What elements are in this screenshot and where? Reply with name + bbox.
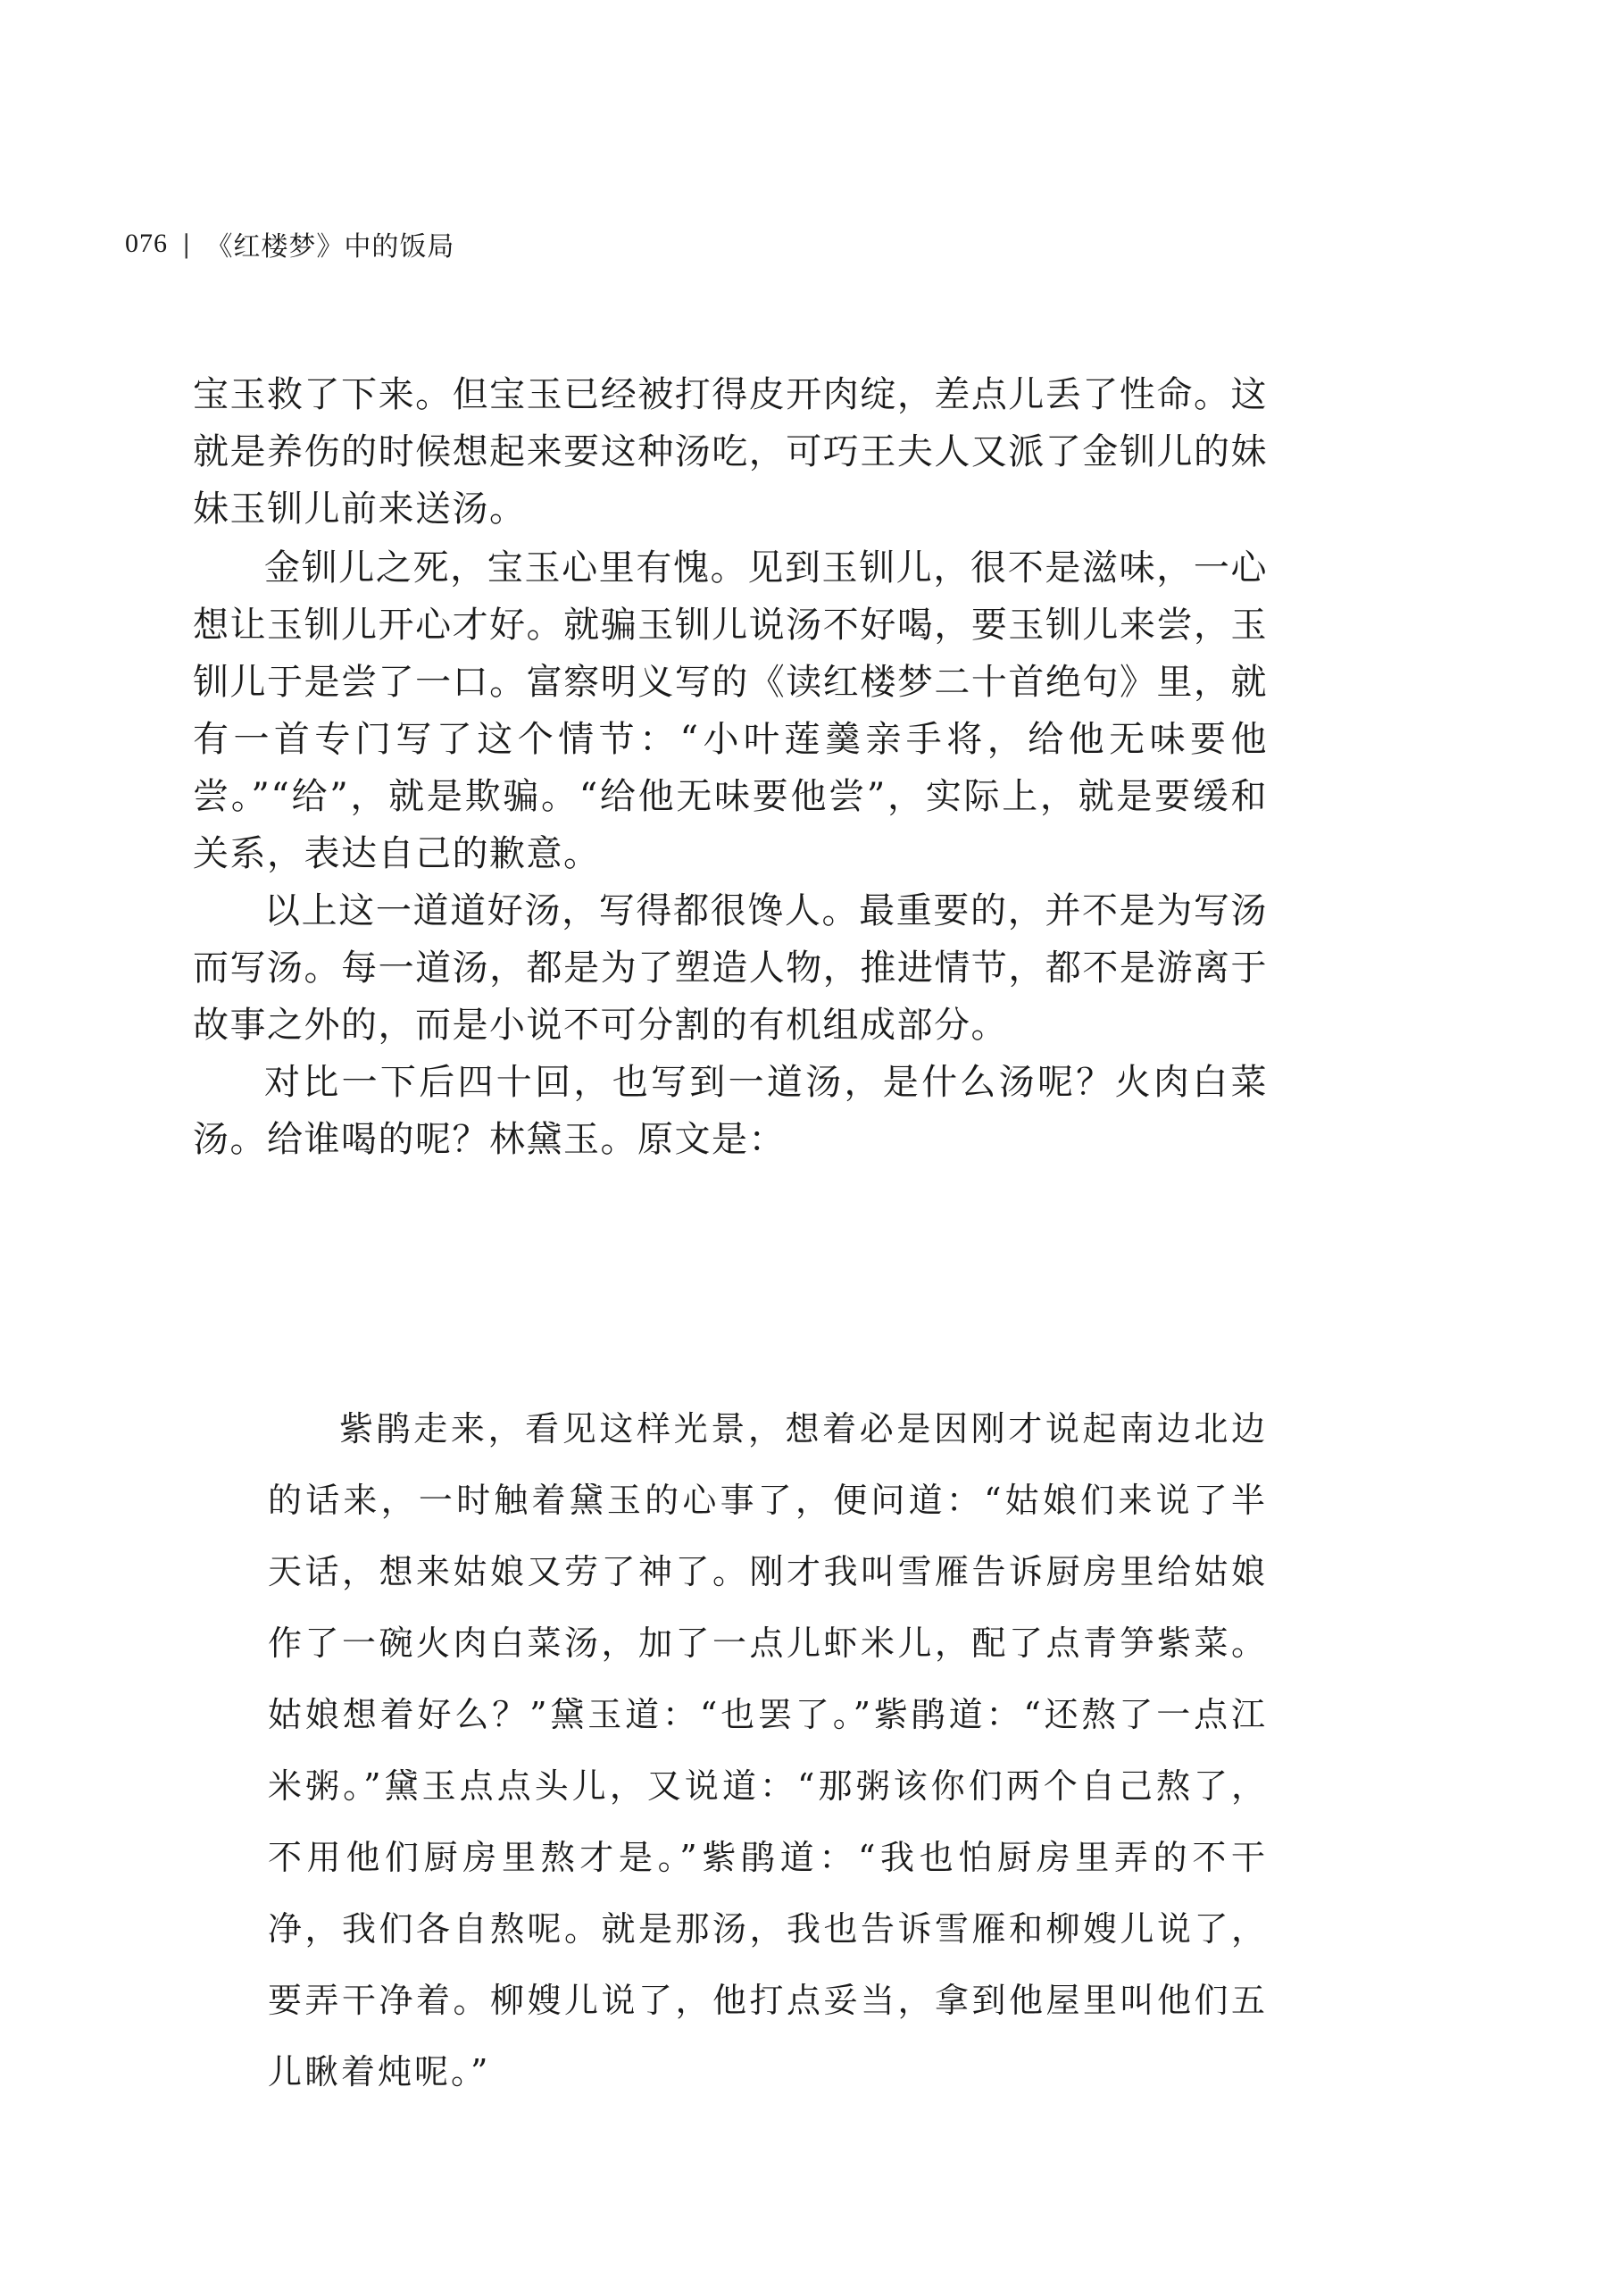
block-quote: [268, 1393, 1268, 2108]
header-separator: |: [182, 229, 192, 259]
paragraph: 以上这一道道好汤，写得都很馋人。最重要的，并不是为写汤而写汤。每一道汤，都是为了塑造人物，推进情节，都不是游离于故事之外的，而是小说不可分割的有机组成部分。: [193, 890, 1268, 1046]
main-text: [193, 366, 1268, 1168]
running-header: [125, 221, 454, 266]
paragraph: 宝玉救了下来。但宝玉已经被打得皮开肉绽，差点儿丢了性命。这就是养伤的时候想起来要这种汤吃，可巧王夫人又派了金钏儿的妹妹玉钏儿前来送汤。: [193, 374, 1268, 530]
paragraph: 对比一下后四十回，也写到一道汤，是什么汤呢？火肉白菜汤。给谁喝的呢？林黛玉。原文是：: [193, 1062, 1268, 1160]
book-title: 《红楼梦》中的饭局: [205, 231, 455, 263]
paragraph: 金钏儿之死，宝玉心里有愧。见到玉钏儿，很不是滋味，一心想让玉钏儿开心才好。就骗玉钏儿说汤不好喝，要玉钏儿来尝，玉钏儿于是尝了一口。富察明义写的《读红楼梦二十首绝句》里，就有一首专门写了这个情节：“小叶莲羹亲手将，给他无味要他尝。”“给”，就是欺骗。“给他无味要他尝”，实际上，就是要缓和关系，表达自己的歉意。: [193, 547, 1268, 874]
quote-paragraph: 紫鹃走来，看见这样光景，想着必是因刚才说起南边北边的话来，一时触着黛玉的心事了，便问道：“姑娘们来说了半天话，想来姑娘又劳了神了。刚才我叫雪雁告诉厨房里给姑娘作了一碗火肉白菜汤，加了一点儿虾米儿，配了点青笋紫菜。姑娘想着好么？”黛玉道：“也罢了。”紫鹃道：“还熬了一点江米粥。”黛玉点点头儿，又说道：“那粥该你们两个自己熬了，不用他们厨房里熬才是。”紫鹃道：“我也怕厨房里弄的不干净，我们各自熬呢。就是那汤，我也告诉雪雁和柳嫂儿说了，要弄干净着。柳嫂儿说了，他打点妥当，拿到他屋里叫他们五儿瞅着炖呢。”: [268, 1409, 1268, 2091]
page-number: 076: [125, 229, 168, 258]
